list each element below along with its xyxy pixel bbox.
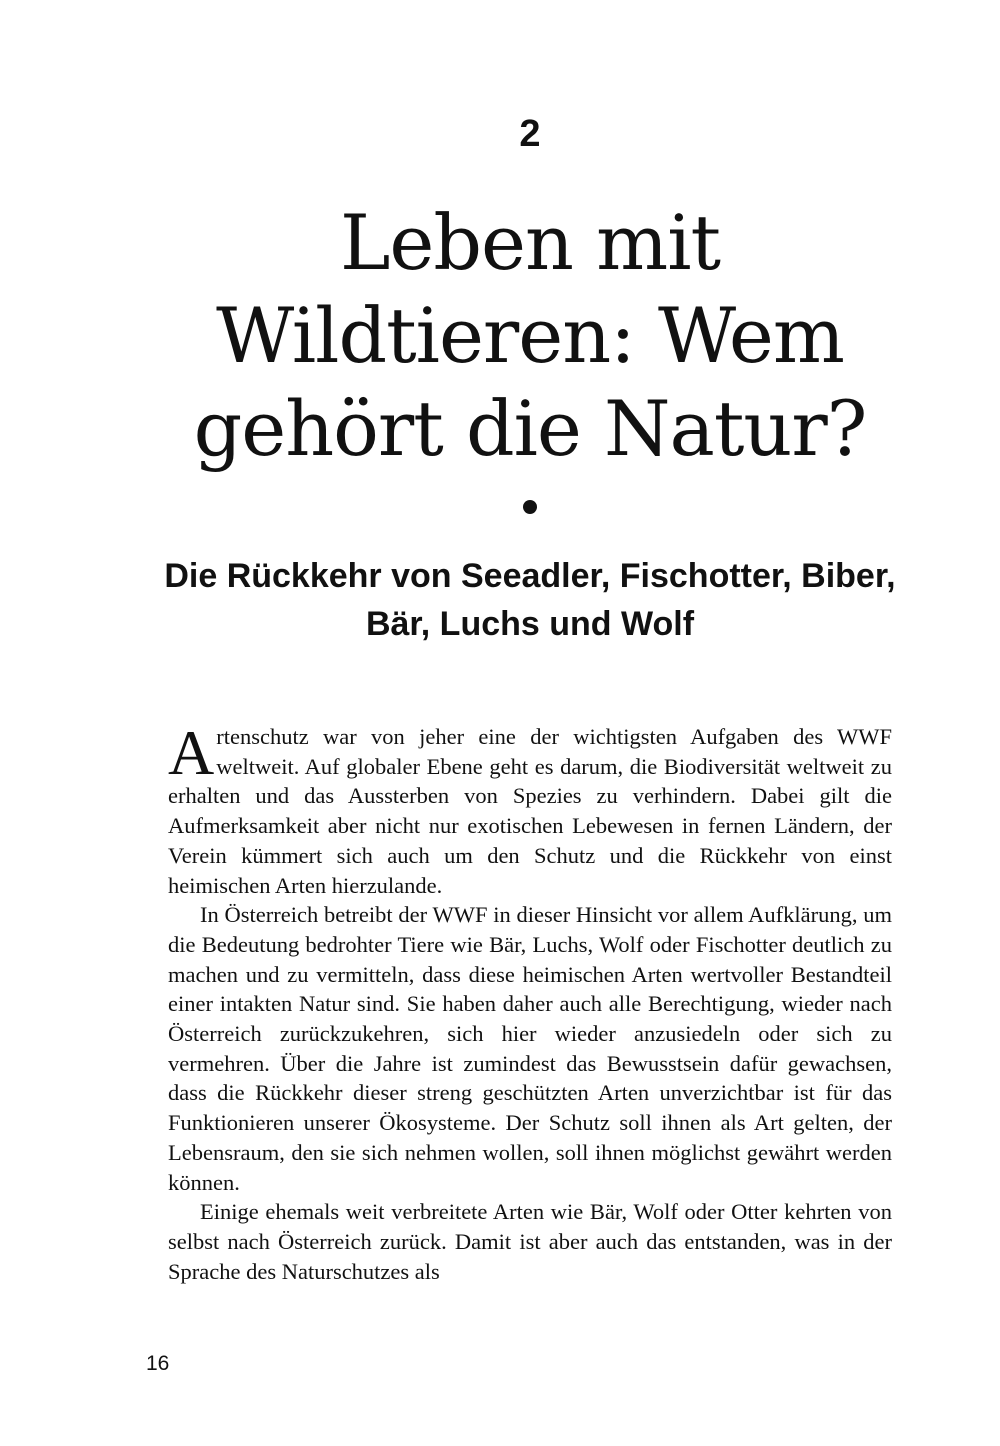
- chapter-number: 2: [519, 113, 541, 155]
- paragraph-1-text: rtenschutz war von jeher eine der wichtigsten Aufgaben des WWF weltweit. Auf globaler Ebene geht es darum, die Biodiversität weltweit zu erhalten und das Aussterben von Spezies zu verhindern. Dabei gilt die Aufmerksamkeit aber nicht nur exotischen Lebewesen in fernen Ländern, der Verein kümmert sich auch um den Schutz und die Rückkehr von einst heimischen Arten hierzulande.: [168, 724, 892, 898]
- paragraph-2: In Österreich betreibt der WWF in dieser Hinsicht vor allem Aufklärung, um die Bedeutung bedrohter Tiere wie Bär, Luchs, Wolf oder Fischotter deutlich zu machen und zu vermitteln, dass diese heimischen Arten wertvoller Bestandteil einer intakten Natur sind. Sie haben daher auch alle Berechtigung, wieder nach Österreich zurückzukehren, sich hier wieder anzusiedeln oder sich zu vermehren. Über die Jahre ist zumindest das Bewusstsein dafür gewachsen, dass die Rückkehr dieser streng geschützten Arten unverzichtbar ist für das Funktionieren unserer Ökosysteme. Der Schutz soll ihnen als Art gelten, der Lebensraum, den sie sich nehmen wollen, soll ihnen möglichst gewährt werden können.: [168, 902, 892, 1195]
- page-number: 16: [146, 1352, 170, 1375]
- chapter-title: Leben mit Wildtieren: Wem gehört die Natur?: [193, 198, 867, 473]
- drop-cap: A: [168, 717, 215, 788]
- paragraph-1: [168, 717, 892, 900]
- bullet-ornament: [523, 500, 537, 514]
- body-text: [168, 717, 892, 1286]
- chapter-subtitle: Die Rückkehr von Seeadler, Fischotter, Biber, Bär, Luchs und Wolf: [164, 557, 896, 643]
- paragraph-3: Einige ehemals weit verbreitete Arten wie Bär, Wolf oder Otter kehrten von selbst nach Österreich zurück. Damit ist aber auch das entstanden, was in der Sprache des Naturschutzes als: [168, 1199, 892, 1284]
